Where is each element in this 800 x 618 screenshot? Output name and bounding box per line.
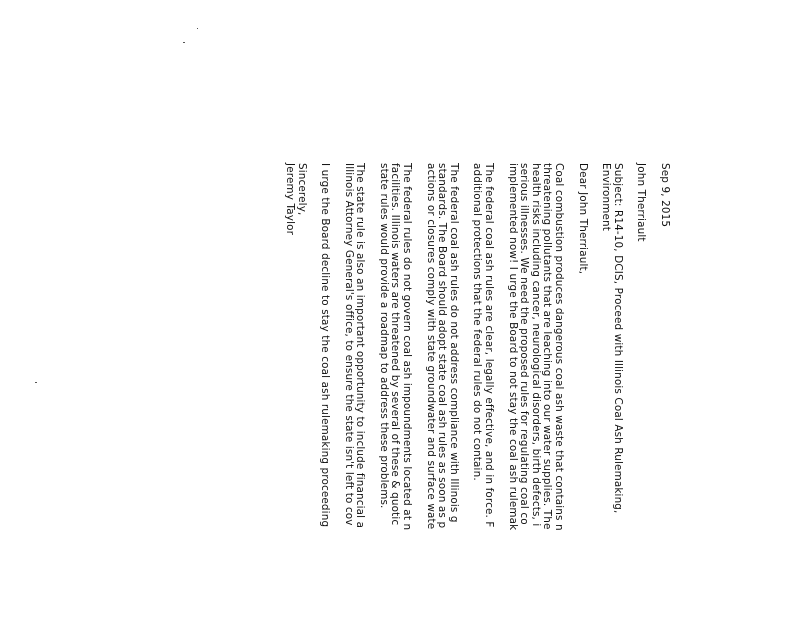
paragraph-line: actions or closures comply with state groundwater and surface wate	[424, 163, 437, 530]
letter-recipient: John Therriault	[635, 163, 648, 242]
paragraph-5	[342, 163, 365, 618]
letter-closing: Sincerely,	[295, 163, 308, 216]
letter-date: Sep 9, 2015	[659, 163, 671, 228]
paragraph-1	[506, 163, 564, 618]
paragraph-4	[377, 163, 412, 618]
paragraph-line: state rules would provide a roadmap to address these problems.	[377, 163, 390, 509]
paragraph-line: additional protections that the federal rules do not contain.	[471, 163, 484, 481]
paragraph-line: threatening pollutants that are leaching into our water supplies. The	[541, 163, 554, 530]
paragraph-line: The federal coal ash rules are clear, legally effective, and in force. F	[483, 163, 496, 528]
paragraph-2	[471, 163, 494, 618]
letter-signature: Jeremy Taylor	[283, 163, 296, 236]
paragraph-line: serious illnesses. We need the proposed rules for regulating coal co	[518, 163, 531, 525]
rotated-letter	[283, 163, 670, 618]
paragraph-3	[424, 163, 459, 618]
paragraph-line: The federal rules do not govern coal ash impoundments located at n	[401, 163, 414, 531]
paragraph-line: standards. The Board should adopt state coal ash rules as soon as p	[436, 163, 449, 529]
paragraph-line: The federal coal ash rules do not address compliance with Illinois g	[447, 163, 460, 523]
paragraph-line: The state rule is also an important opportunity to include financial a	[354, 163, 367, 529]
paragraph-line: Illinois Attorney General's office, to ensure the state isn't left to cov	[342, 163, 355, 526]
scan-speck	[197, 28, 198, 29]
paragraph-line: health risks including cancer, neurological disorders, birth defects, i	[529, 163, 542, 527]
paragraph-line: Coal combustion produces dangerous coal ash waste that contains n	[553, 163, 566, 531]
paragraph-line: facilities. Illinois waters are threatened by several of these & quotic	[389, 163, 402, 526]
paragraph-line: implemented now! I urge the Board to not stay the coal ash rulemak	[506, 163, 519, 531]
closing-request: I urge the Board decline to stay the coal ash rulemaking proceeding	[319, 163, 332, 528]
scan-speck	[35, 382, 37, 383]
letter-subject-cont: Environment	[600, 163, 613, 231]
letter-salutation: Dear John Therriault,	[576, 163, 589, 275]
letter-subject: Subject: R14-10, DCIS, Proceed with Illinois Coal Ash Rulemaking,	[611, 163, 624, 514]
scan-speck	[183, 42, 185, 43]
